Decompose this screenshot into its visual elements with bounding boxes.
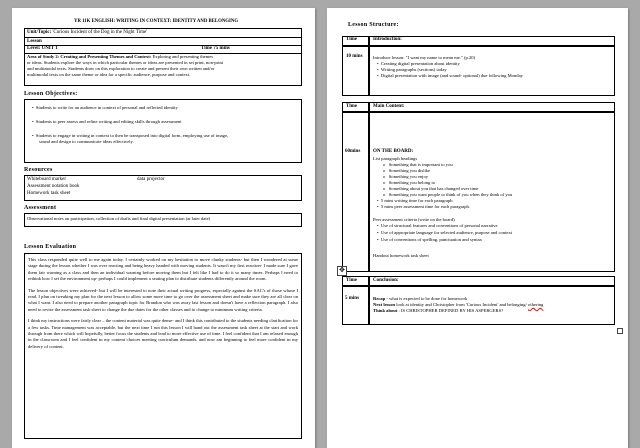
conclusion-time: 5 mins <box>345 296 360 301</box>
main-time: 60mins <box>345 149 361 154</box>
evaluation-heading: Lesson Evaluation <box>24 244 77 250</box>
handout-text: Handout homework task sheet <box>373 253 429 258</box>
sub-item: o Something you belong to <box>383 180 436 185</box>
objective-item: • Students to write for an audience in context of personal and reflected identity <box>32 105 178 110</box>
sub-item: o Something that is important to you <box>383 162 453 167</box>
main-header: Main Content: <box>373 104 405 109</box>
time: Time 75 mins <box>201 46 230 51</box>
table-move-handle[interactable]: ✥ <box>337 266 347 276</box>
resource-projector: data projector <box>137 177 165 182</box>
intro-line: Introduce lesson: "I want my name to mean me." (p.20) <box>373 55 476 60</box>
conclusion-header-cell <box>369 276 615 286</box>
main-time-header: Time <box>346 104 358 109</box>
resources-heading: Resources <box>24 167 53 173</box>
evaluation-paragraph: I think my instructions were fairly clear – the content material was quite dense- and I think this contributed to the students needing clarification for a few tasks. Time management was acceptable, but the next time I run this lesson I will hand out the assessment task sheet at the start and work through from there which will hopefully, better focus the students and lead to more effective use of time. I feel confident that I am relaxed enough in the classroom and I feel confident in my content choices meeting curriculum demands, and now am beginning to feel more confident in my delivery of content. <box>28 318 298 349</box>
conclusion-time-cell <box>342 286 369 325</box>
unit-topic <box>27 30 147 36</box>
board-heading: ON THE BOARD: <box>373 149 414 154</box>
evaluation-text <box>28 257 298 355</box>
intro-header-cell <box>369 36 615 46</box>
recap-line: Recap - what is expected to be done for homework <box>373 296 468 301</box>
structure-heading: Lesson Structure: <box>348 22 399 28</box>
conclusion-time-header: Time <box>346 278 358 283</box>
list-heading: List paragraph headings <box>373 156 418 161</box>
objective-item: • Students to peer assess and refine writing and editing skills through assessment <box>32 119 182 124</box>
intro-time-header: Time <box>346 37 358 42</box>
intro-time: 10 mins <box>346 54 363 59</box>
evaluation-paragraph: This class responded quite well to me again today. I certainly worked on my hesitation to move clunky students- but then I wondered at some stage during the lesson whether I was over reacting and being heavy handed with moving students. It wasn't my first reaction- I made sure I gave them fair warning as a class and then an individual warning before moving them but I felt like I had to do it so many times. Perhaps I need to rethink how I set the environment up- perhaps I could implement a seating plan to distribute students differently around the room. <box>28 257 298 282</box>
objective-item-continued: sound and design to communicate ideas effectively. <box>39 139 134 144</box>
evaluation-paragraph: The lesson objectives were achieved- but I will be interested to note their actual writing progress, especially against the SAC's of those whose I read. I plan on tweaking my plan for the next lesson to allow some more time to go over the assessment sheet and make sure they are all clear on what I want. I also need to prepare another paragraph topic for Brandon who was away last lesson and doesn't have a reflection paragraph. I also need to revise the assessment task sheet to change the due dates for the other classes and to change to minimum writing criteria. <box>28 287 298 312</box>
criteria-item: • Use of structural features and conventions of personal narrative <box>377 223 498 228</box>
assessment-text: Observational notes on participation, collection of drafts and final digital presentation (at later date) <box>27 216 211 221</box>
sub-item: o Something about you that has changed over time <box>383 186 479 191</box>
intro-bullet: • Creating digital presentation about identity <box>377 61 460 66</box>
area-line-3: and multimodal texts. Students draw on this exploration to create and present their own written and/or <box>27 66 215 71</box>
resource-homework: Homework task sheet <box>27 191 71 196</box>
area-label: Area of Study 2: Creating and Presenting Themes and Context: <box>27 54 152 59</box>
area-line-2: or ideas. Students explore the ways in which particular themes or ideas are presented in set print, non-print <box>27 60 224 65</box>
area-line-4: multimodal texts on the same theme or idea for a specific audience, purpose and context. <box>27 72 191 77</box>
criteria-item: • Use of appropriate language for selected audience, purpose and context <box>377 230 513 235</box>
think-about-line: Think about : IS CHRISTOPHER DEFINED BY HIS ASPERGERS? <box>373 308 504 313</box>
sub-item: o Something you want people to think of you when they think of you <box>383 192 513 197</box>
resource-rubric: Assessment notation book <box>27 184 80 189</box>
criteria-item: • Use of conventions of spelling, punctuation and syntax <box>377 237 482 242</box>
assessment-heading: Assessment <box>24 205 57 211</box>
main-bullet: • 5 mins peer assessment time for each paragraph. <box>377 204 470 209</box>
resource-whiteboard: Whiteboard marker <box>27 177 67 182</box>
divider <box>24 37 302 38</box>
document-title: YR 11K ENGLISH: WRITING IN CONTEXT: IDENTITY AND BELONGING <box>74 19 239 24</box>
intro-bullet: • Writing paragraphs (sections) today <box>377 67 447 72</box>
objectives-heading: Lesson Objectives: <box>24 91 78 97</box>
left-page <box>12 8 315 448</box>
spellcheck-word: othering <box>528 302 544 307</box>
table-resize-handle[interactable] <box>617 328 623 334</box>
main-time-cell <box>342 112 369 272</box>
main-bullet: • 5 mins writing time for each paragraph <box>377 198 453 203</box>
divider <box>24 45 302 46</box>
intro-header: Introduction: <box>373 37 402 42</box>
peer-heading: Peer assessment criteria (write on the board) <box>373 217 455 222</box>
main-header-cell <box>369 102 615 112</box>
unit-topic-label: Unit/Topic: <box>27 30 52 35</box>
right-page <box>327 8 628 448</box>
lesson-label: Lesson <box>27 39 42 44</box>
sub-item: o Something you dislike <box>383 168 431 173</box>
unit-topic-value: 'Curious Incident of the Dog in the Night Time' <box>52 30 148 35</box>
sub-item: o Something you enjoy <box>383 174 429 179</box>
level: Level: UNIT 1 <box>27 46 58 51</box>
conclusion-header: Conclusion: <box>373 278 399 283</box>
intro-bullet: • Digital presentation with image (and sound- optional) due following Monday <box>377 73 523 78</box>
next-lesson-line: Next lesson look at identity and Christopher from 'Curious Incident' and belonging/ othering <box>373 302 544 307</box>
area-line-1: Exploring and presenting themes <box>152 54 214 59</box>
objective-item: • Students to engage in writing in context to then be transposed into digital form, employing use of image, <box>32 133 229 138</box>
